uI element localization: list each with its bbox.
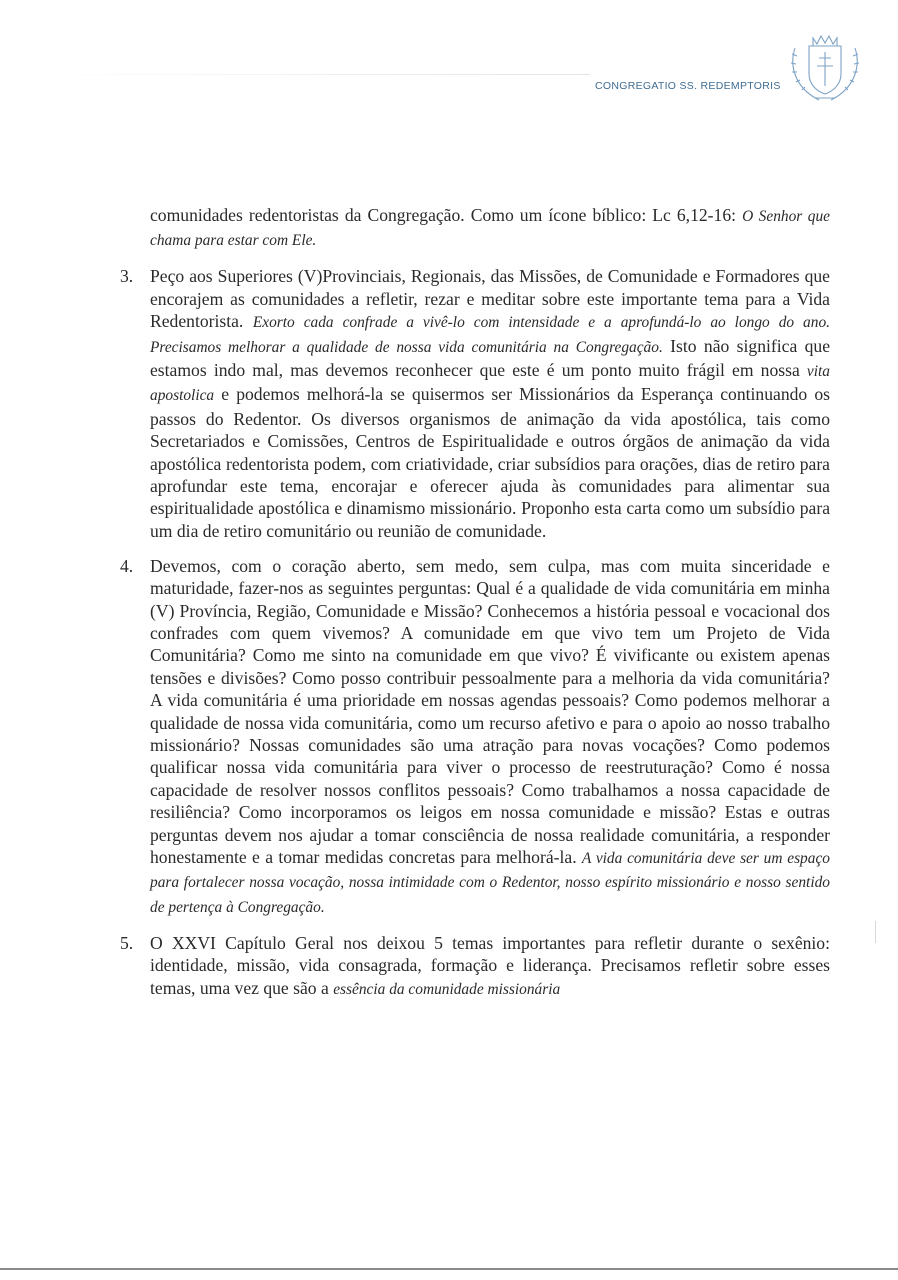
paragraph-text: Devemos, com o coração aberto, sem medo, sem culpa, mas com muita sinceridade e maturidade, fazer-nos as seguintes perguntas: Qual é a qualidade de vida comunitária em minha (V) Província, Região, Comunidade e Missão? Conhecemos a história pessoal e vocacional dos confrades com quem vivemos? A comunidade em que vivo tem um Projeto de Vida Comunitária? Como me sinto na comunidade em que vivo? É vivificante ou existem apenas tensões e divisões? Como posso contribuir pessoalmente para a melhoria da vida comunitária? A vida comunitária é uma prioridade em nossas agendas pessoais? Como podemos melhorar a qualidade de nossa vida comunitária, como um recurso afetivo e para o apoio ao nosso trabalho missionário? Nossas comunidades são uma atração para novas vocações? Como podemos qualificar nossa vida comunitária para viver o processo de reestruturação? Como é nossa capacidade de resolver nossos conflitos pessoais? Como trabalhamos a nossa capacidade de resiliência? Como incorporamos os leigos em nossa comunidade e missão? Estas e outras perguntas devem nos ajudar a tomar consciência de nossa realidade comunitária, a responder honestamente e a tomar medidas concretas para melhorá-la. [150,555,830,867]
paragraph-text: Peço aos Superiores (V)Provinciais, Regionais, das Missões, de Comunidade e Formadores que encorajem as comunidades a refletir, rezar e meditar sobre este importante tema para a Vida Redentorista. [150,266,830,332]
paragraph-text: O XXVI Capítulo Geral nos deixou 5 temas importantes para refletir durante o sexênio: identidade, missão, vida consagrada, formação e liderança. Precisamos refletir sobre esses temas, uma vez que são a [150,932,830,998]
paragraph-number: 4. [120,555,134,576]
italic-emphasis: Exorto cada confrade a vivê-lo com intensidade e a aprofundá-lo ao longo do ano. Precisamos melhorar a qualidade de nossa vida comunitária na Congregação. [150,314,830,356]
document-body [120,204,831,1013]
paragraph-3 [120,265,831,542]
header-rule [30,74,590,75]
paragraph-5 [120,932,830,1001]
italic-emphasis: A vida comunitária deve ser um espaço para fortalecer nossa vocação, nossa intimidade com o Redentor, nosso espírito missionário e nosso sentido de pertença à Congregação. [150,849,830,916]
paragraph-continuation [150,204,830,253]
paragraph-number: 3. [120,266,134,287]
footer-rule [0,1268,898,1270]
scan-margin-mark [875,921,876,943]
paragraph-4 [120,555,830,920]
paragraph-text: Isto não significa que estamos indo mal, mas devemos reconhecer que este é um ponto muito frágil em nossa [150,335,831,380]
paragraph-text: e podemos melhorá-la se quisermos ser Missionários da Esperança continuando os passos do Redentor. Os diversos organismos de animação da vida apostólica, tais como Secretariados e Comissões, Centros de Espiritualidade e outros órgãos de animação da vida apostólica redentorista podem, com criatividade, criar subsídios para orações, dias de retiro para aprofundar este tema, encorajar e oferecer ajuda às comunidades para alimentar sua espiritualidade apostólica e dinamismo missionário. Proponho esta carta como um subsídio para um dia de retiro comunitário ou reunião de comunidade. [150,384,830,541]
org-name: CONGREGATIO SS. REDEMPTORIS [595,80,781,92]
redemptorist-crest-icon [785,26,865,106]
paragraph-text: comunidades redentoristas da Congregação. Como um ícone bíblico: Lc 6,12-16: [150,205,743,225]
italic-quote: O Senhor que chama para estar com Ele. [150,208,830,250]
italic-emphasis: essência da comunidade missionária [333,980,561,998]
italic-term: vita apostolica [150,362,830,405]
paragraph-number: 5. [120,932,134,953]
